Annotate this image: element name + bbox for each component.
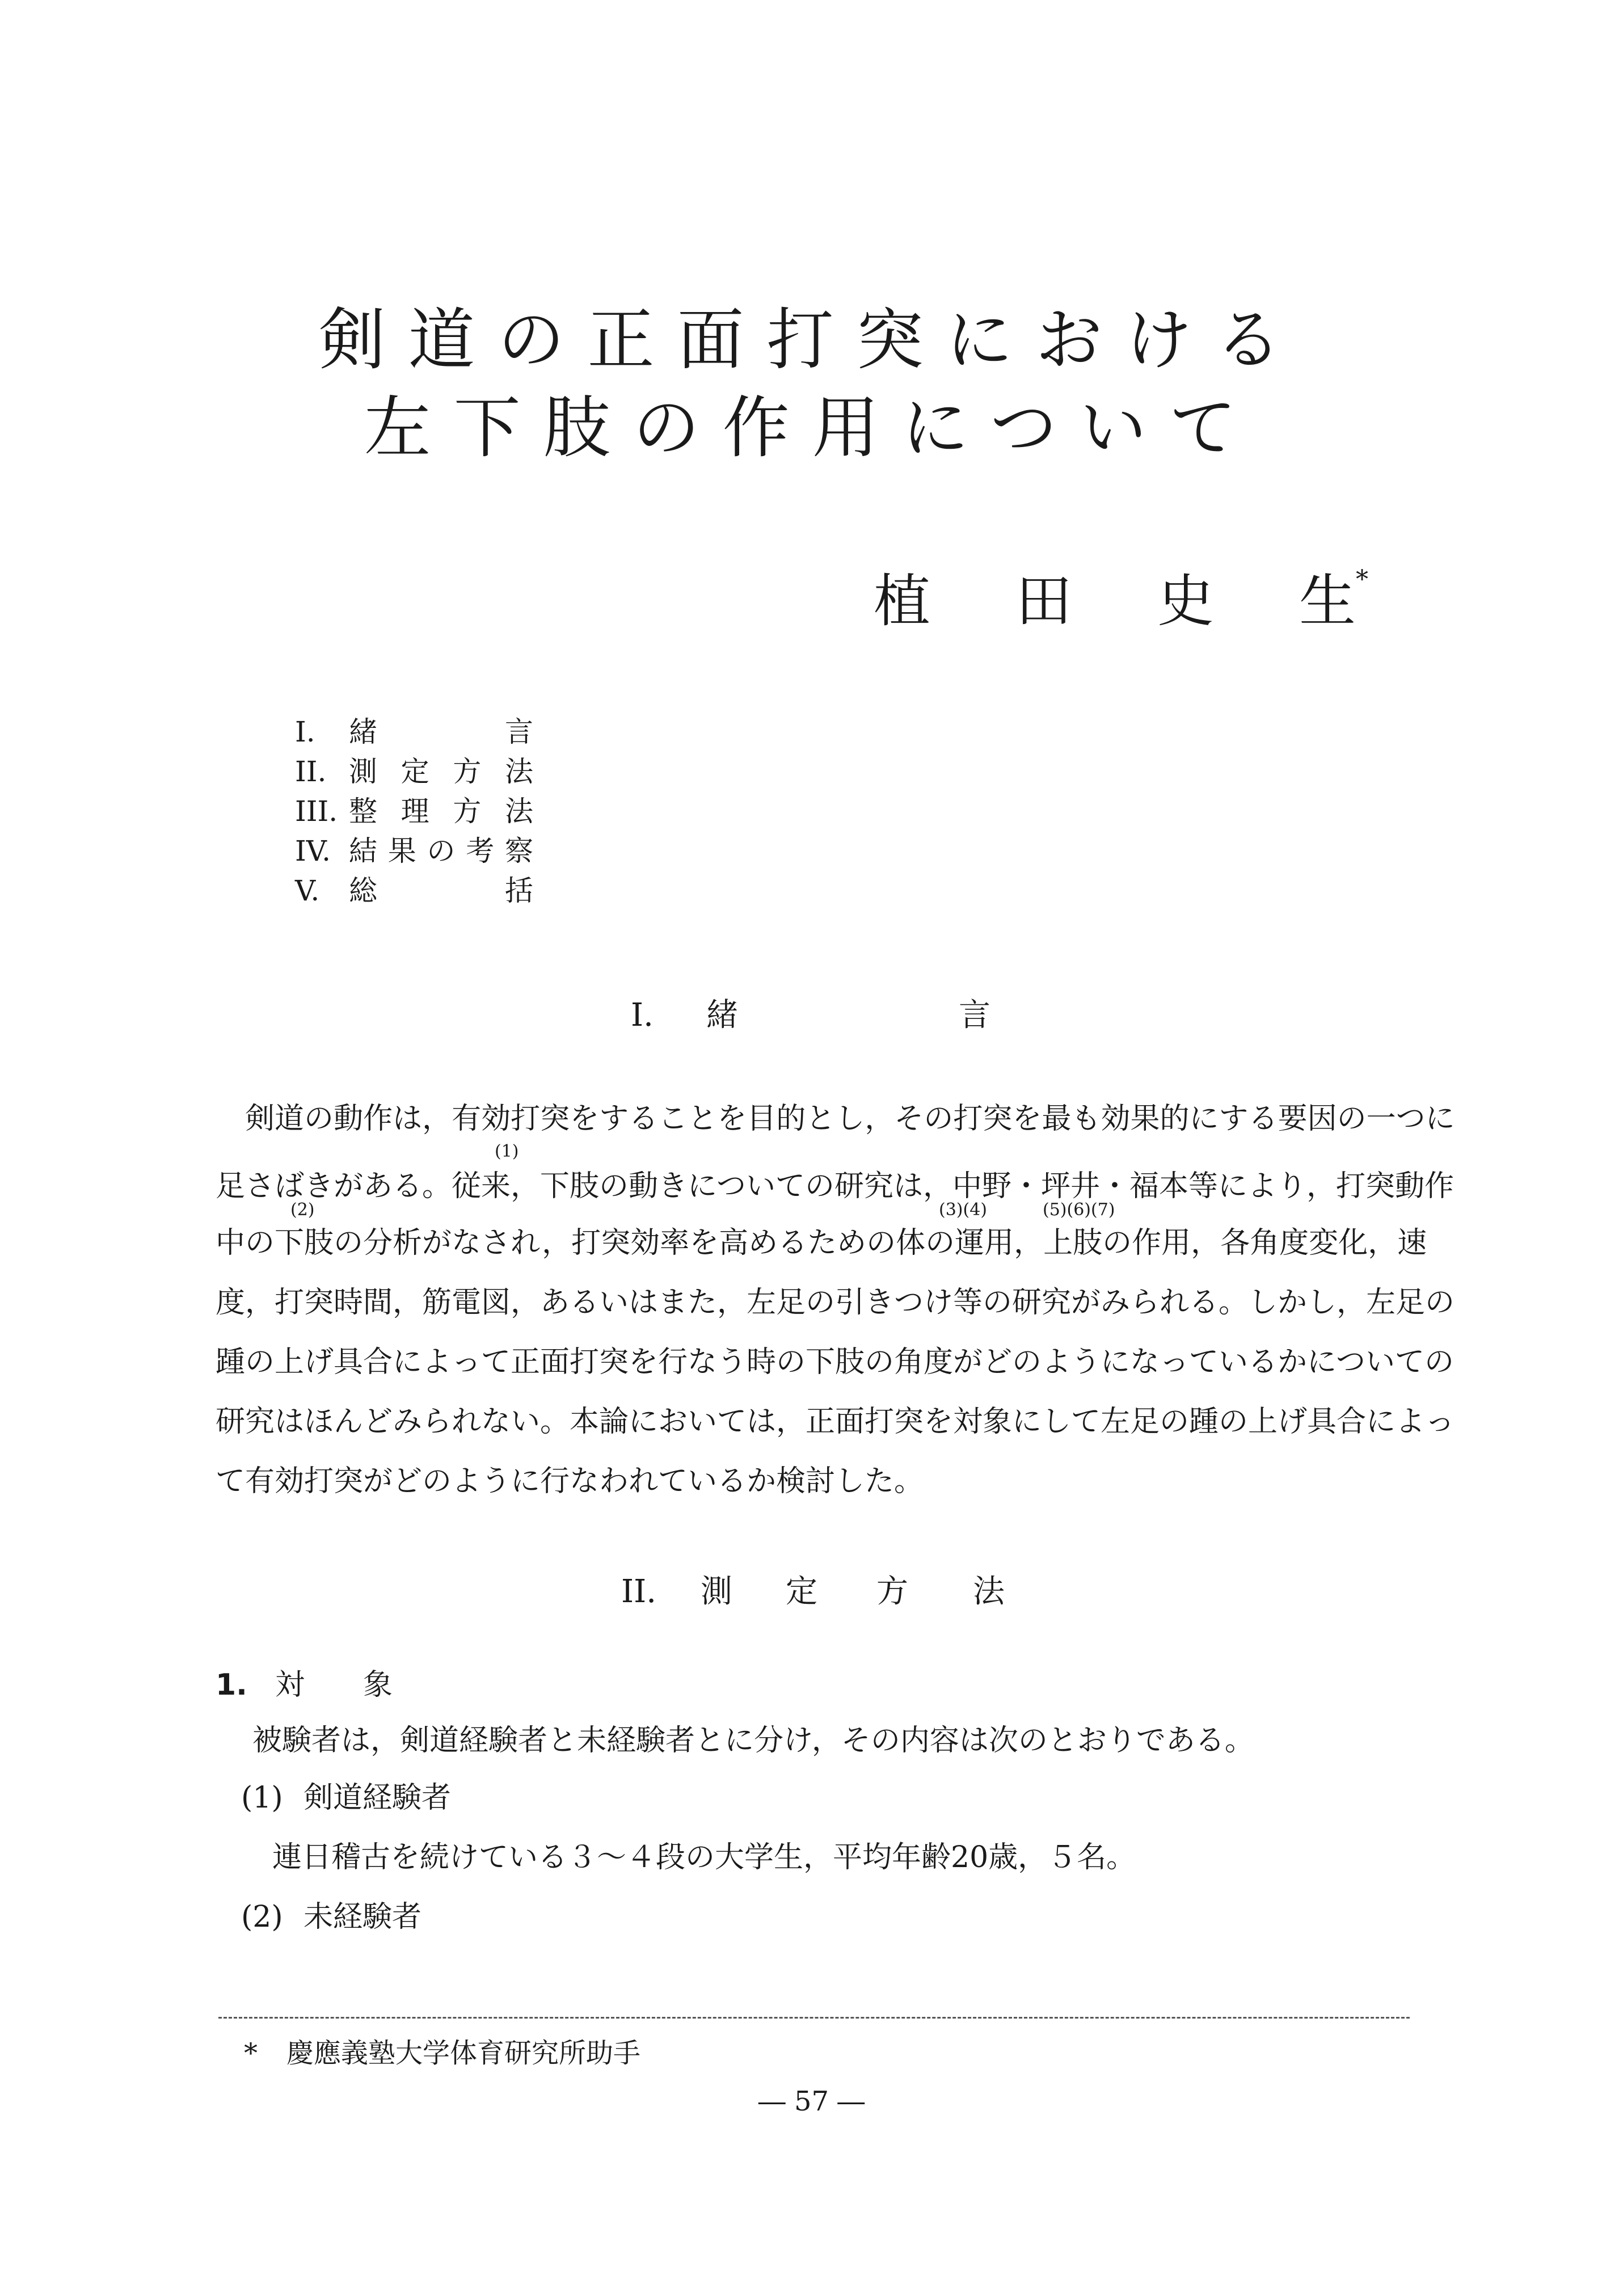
subsection-number: 1. <box>216 1668 247 1702</box>
toc-char: 言 <box>505 715 533 748</box>
toc-number: IV. <box>295 835 331 867</box>
page-number: ― 57 ― <box>758 2086 865 2117</box>
toc-item <box>295 871 533 911</box>
toc-char: 考 <box>466 835 495 867</box>
section-number: II. <box>621 1573 657 1610</box>
toc-label <box>349 871 533 911</box>
body-line: 被験者は，剣道経験者と未経験者とに分け，その内容は次のとおりである。 <box>252 1724 1254 1758</box>
subsection-heading <box>216 1670 393 1700</box>
toc-item <box>295 752 533 791</box>
body-line: 連日稽古を続けている３～４段の大学生，平均年齢20歳，５名。 <box>272 1840 1136 1874</box>
section-char: 法 <box>973 1573 1005 1610</box>
toc-number: III. <box>295 795 338 828</box>
toc-char: 整 <box>349 795 377 828</box>
author-char: 生 <box>1299 568 1356 634</box>
toc-char: 定 <box>401 755 429 788</box>
paper-title-line-1: 剣道の正面打突における <box>318 301 1305 379</box>
citation-ref: (1) <box>495 1141 519 1161</box>
body-line: 剣 道 の 動 作 は ， 有 効 打 突 を す る こ と を 目 的 と し ， そ の 打 突 を 最 も 効 果 的 に す る 要 因 の 一 つ に <box>245 1102 1455 1136</box>
author-name <box>874 565 1368 634</box>
citation-ref: (5)(6)(7) <box>1043 1200 1115 1220</box>
section-char: 言 <box>959 997 990 1034</box>
body-line: 中の下肢の分析がなされ，打突効率を高めるための体の運用，上肢の作用，各角度変化，速 <box>216 1226 1427 1260</box>
body-line: 研究はほんどみられない。本論においては，正面打突を対象にして左足の踵の上げ具合によっ <box>216 1405 1455 1439</box>
author-char: 田 <box>1015 568 1072 634</box>
footnote-rule <box>218 2017 1410 2019</box>
body-line: 足さばきがある。従来，下肢の動きについての研究は，中野・坪井・福本等により，打突動作 <box>216 1169 1454 1203</box>
list-item <box>241 1783 451 1813</box>
toc-char: 理 <box>401 795 429 828</box>
list-item-number: (1) <box>241 1781 283 1815</box>
toc-item <box>295 712 533 752</box>
author-char: 史 <box>1157 568 1214 634</box>
toc-char: の <box>427 835 456 867</box>
list-item-label: 未経験者 <box>303 1900 422 1934</box>
toc-char: 法 <box>504 795 533 828</box>
section-char: 緒 <box>706 997 738 1034</box>
author-footnote-mark: * <box>1356 565 1368 594</box>
citation-ref: (2) <box>290 1200 315 1220</box>
body-line: 踵の上げ具合によって正面打突を行なう時の下肢の角度がどのようになっているかについての <box>216 1345 1454 1379</box>
list-item-label: 剣道経験者 <box>303 1781 452 1815</box>
toc-label <box>349 831 533 871</box>
toc-label <box>349 791 533 831</box>
toc-char: 結 <box>349 835 377 867</box>
subsection-char: 象 <box>363 1668 393 1702</box>
citation-ref: (3)(4) <box>939 1200 987 1220</box>
toc-label <box>349 712 533 752</box>
toc-char: 察 <box>505 835 533 867</box>
toc-char: 法 <box>504 755 533 788</box>
toc-item <box>295 791 533 831</box>
toc-char: 総 <box>349 874 377 907</box>
toc-number: II. <box>295 755 327 788</box>
toc-label <box>349 752 533 791</box>
footnote-mark: * <box>244 2037 258 2069</box>
toc-item <box>295 831 533 871</box>
paper-title-line-2: 左下肢の作用について <box>364 389 1259 467</box>
toc-number: V. <box>295 874 320 907</box>
footnote <box>244 2037 641 2069</box>
toc-char: 測 <box>349 755 377 788</box>
toc-char: 果 <box>387 835 416 867</box>
section-char: 定 <box>786 1573 817 1610</box>
section-number: I. <box>631 997 654 1034</box>
section-char: 方 <box>876 1573 908 1610</box>
author-char: 植 <box>874 568 930 634</box>
subsection-char: 対 <box>275 1668 305 1702</box>
toc-char: 緒 <box>349 715 377 748</box>
section-char: 測 <box>701 1573 732 1610</box>
list-item <box>241 1902 421 1932</box>
body-line: て有効打突がどのように行なわれているか検討した。 <box>216 1464 924 1498</box>
toc-char: 括 <box>505 874 533 907</box>
body-line: 度，打突時間，筋電図，あるいはまた，左足の引きつけ等の研究がみられる。しかし，左足の <box>216 1286 1455 1320</box>
toc-char: 方 <box>453 795 482 828</box>
toc-number: I. <box>295 715 315 748</box>
footnote-text: 慶應義塾大学体育研究所助手 <box>286 2037 641 2069</box>
toc-char: 方 <box>453 755 482 788</box>
list-item-number: (2) <box>241 1900 283 1934</box>
